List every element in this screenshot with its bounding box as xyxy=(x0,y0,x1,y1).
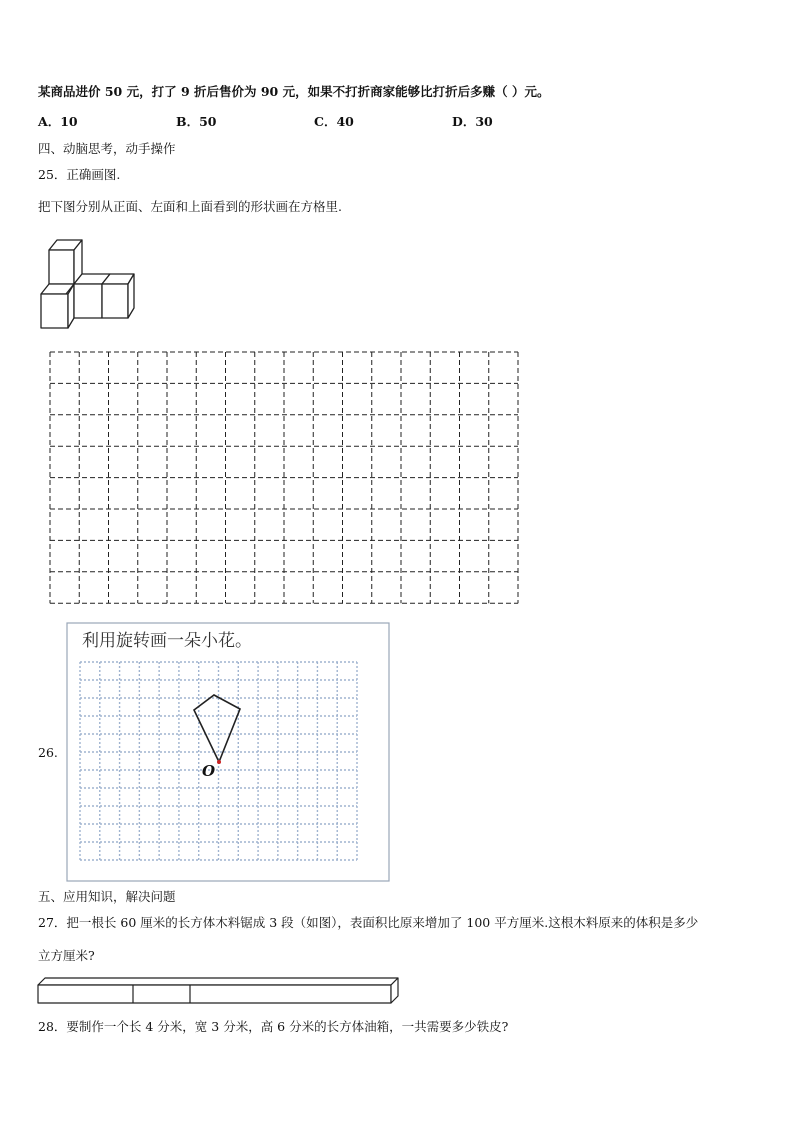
q24-text: 某商品进价 50 元，打了 9 折后售价为 90 元，如果不打折商家能够比打折后多赚（ ）元。 xyxy=(38,84,550,99)
figure-title: 利用旋转画一朵小花。 xyxy=(82,631,252,651)
q25-heading: 25．正确画图. xyxy=(38,167,121,182)
q27-text-line2: 立方厘米? xyxy=(38,948,95,963)
q24-option-d[interactable]: D．30 xyxy=(452,114,493,129)
q24-option-c[interactable]: C．40 xyxy=(314,114,354,129)
q24-option-a[interactable]: A．10 xyxy=(38,114,78,129)
q28-text: 28．要制作一个长 4 分米，宽 3 分米，高 6 分米的长方体油箱，一共需要多少铁皮? xyxy=(38,1019,509,1034)
section-5-title: 五、应用知识，解决问题 xyxy=(38,889,176,904)
q27-text-line1: 27．把一根长 60 厘米的长方体木料锯成 3 段（如图），表面积比原来增加了 100 平方厘米.这根木料原来的体积是多少 xyxy=(38,915,699,930)
section-4-title: 四、动脑思考，动手操作 xyxy=(38,141,176,156)
point-o-label: O xyxy=(202,762,216,780)
q26-number: 26. xyxy=(38,745,58,760)
q25-instruction: 把下图分别从正面、左面和上面看到的形状画在方格里. xyxy=(38,199,342,214)
q24-option-b[interactable]: B．50 xyxy=(176,114,217,129)
